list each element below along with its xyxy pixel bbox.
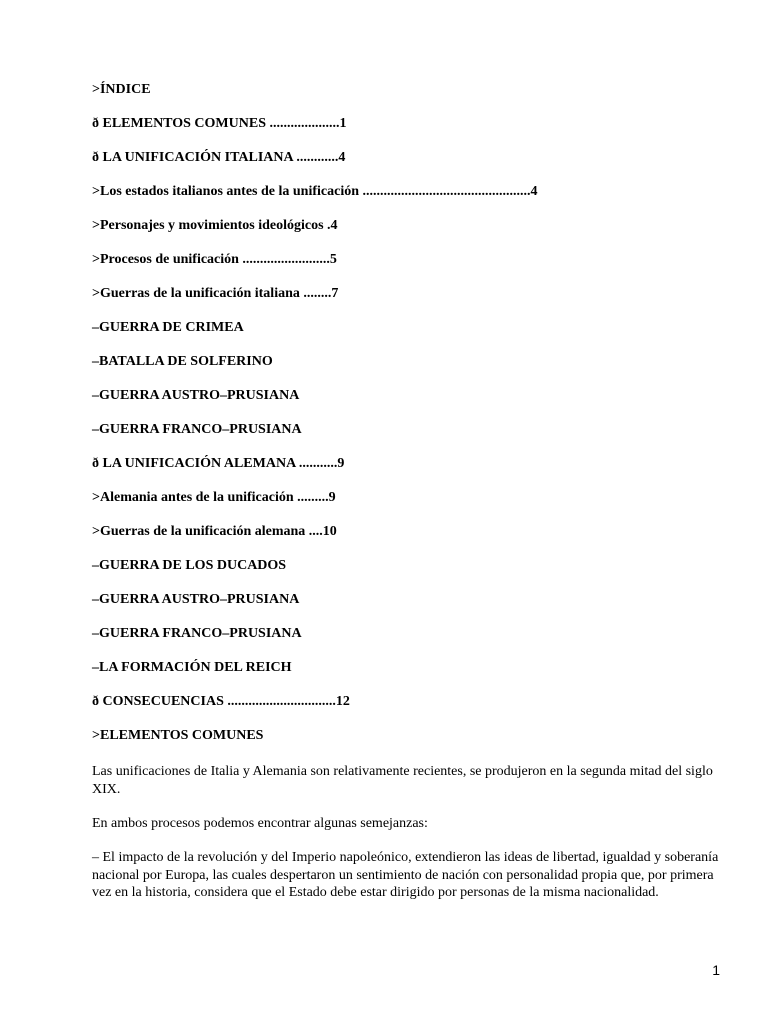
toc-entry: >Alemania antes de la unificación .........9 [92,490,336,505]
toc-entry: >Guerras de la unificación italiana ........7 [92,286,339,301]
toc-entry: –GUERRA DE CRIMEA [92,320,244,335]
toc-entry: –GUERRA AUSTRO–PRUSIANA [92,592,300,607]
toc-entry: –GUERRA FRANCO–PRUSIANA [92,422,302,437]
toc-entry: –LA FORMACIÓN DEL REICH [92,660,292,675]
body-paragraph: – El impacto de la revolución y del Imperio napoleónico, extendieron las ideas de libertad, igualdad y soberanía nacional por Europa, las cuales despertaron un sentimiento de nación con personalidad propia que, por primera vez en la historia, considera que el Estado debe estar dirigido por personas de la misma nacionalidad. [92,850,719,900]
toc-entry: ð ELEMENTOS COMUNES ....................1 [92,116,347,131]
toc-entry: >Procesos de unificación .........................5 [92,252,337,267]
toc-entry: ð LA UNIFICACIÓN ALEMANA ...........9 [92,456,345,471]
body-paragraph: Las unificaciones de Italia y Alemania son relativamente recientes, se produjeron en la segunda mitad del siglo XIX. [92,764,713,797]
toc-entry: –GUERRA FRANCO–PRUSIANA [92,626,302,641]
body-paragraph: En ambos procesos podemos encontrar algunas semejanzas: [92,816,428,831]
page-number: 1 [712,962,720,978]
toc-title: >ÍNDICE [92,82,151,97]
toc-entry: ð CONSECUENCIAS ...............................12 [92,694,350,709]
toc-entry: –GUERRA AUSTRO–PRUSIANA [92,388,300,403]
toc-entry: >Los estados italianos antes de la unificación ................................................4 [92,184,538,199]
toc-entry: >Guerras de la unificación alemana ....10 [92,524,337,539]
section-heading: >ELEMENTOS COMUNES [92,728,264,743]
toc-entry: –BATALLA DE SOLFERINO [92,354,273,369]
toc-entry: –GUERRA DE LOS DUCADOS [92,558,287,573]
toc-entry: >Personajes y movimientos ideológicos .4 [92,218,338,233]
toc-entry: ð LA UNIFICACIÓN ITALIANA ............4 [92,150,346,165]
